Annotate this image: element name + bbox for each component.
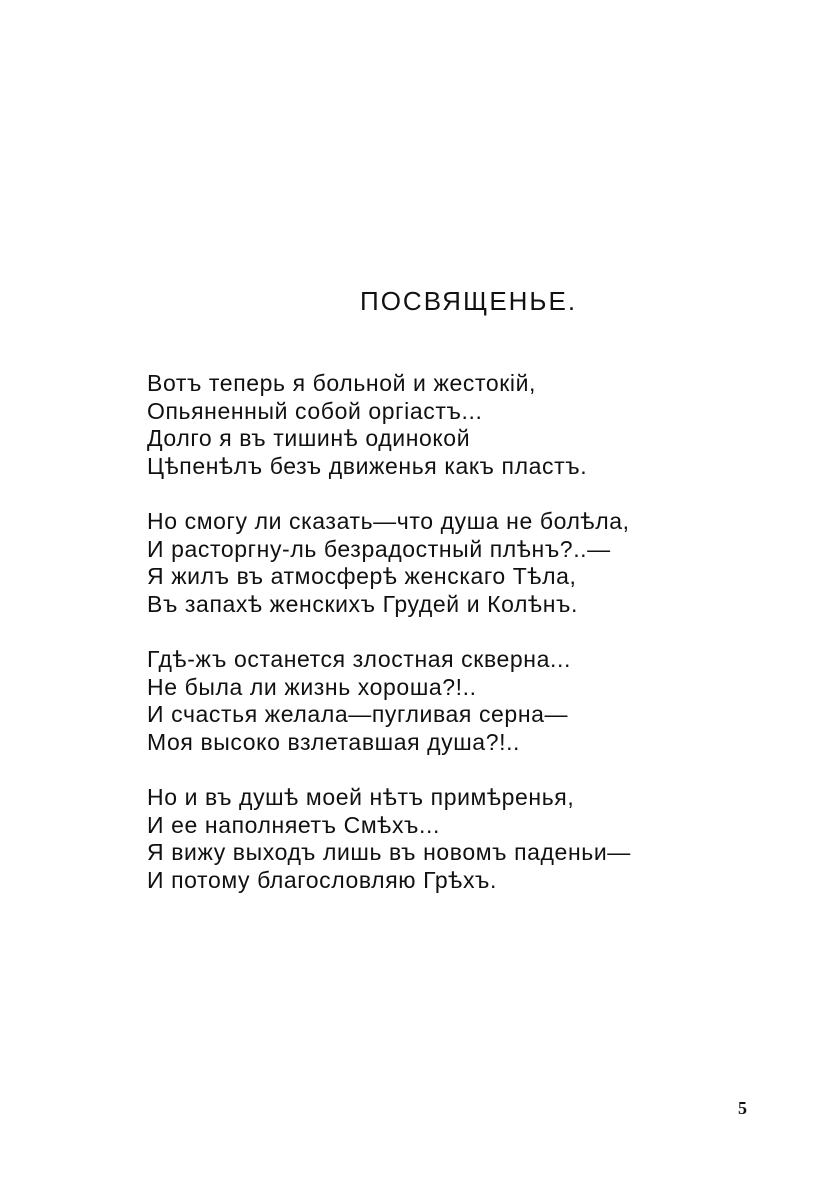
poem-line: Въ запахѣ женскихъ Грудей и Колѣнъ. — [147, 590, 579, 617]
poem-line: Вотъ теперь я больной и жестокій, — [147, 370, 537, 396]
poem-line: Цѣпенѣлъ безъ движенья какъ пластъ. — [147, 452, 588, 479]
stanza-4 — [147, 784, 747, 894]
page-number: 5 — [738, 1098, 747, 1118]
poem-line: Гдѣ-жъ останется злостная скверна... — [147, 646, 571, 672]
poem-line: И потому благословляю Грѣхъ. — [147, 866, 498, 893]
stanza-1 — [147, 370, 747, 480]
poem-line: Долго я въ тишинѣ одинокой — [147, 425, 471, 451]
poem-line: Я вижу выходъ лишь въ новомъ паденьи— — [147, 839, 631, 865]
poem-line: Опьяненный собой оргіастъ... — [147, 397, 483, 424]
stanza-2 — [147, 508, 747, 618]
poem-line: И счастья желала—пугливая серна— — [147, 701, 569, 727]
stanza-3 — [147, 646, 747, 756]
poem-line: Но и въ душѣ моей нѣтъ примѣренья, — [147, 784, 575, 810]
poem-line: Но смогу ли сказать—что душа не болѣла, — [147, 508, 630, 534]
poem-title: ПОСВЯЩЕНЬЕ. — [360, 286, 578, 316]
poem-line: И расторгну-ль безрадостный плѣнъ?..— — [147, 535, 611, 562]
poem-line: Не была ли жизнь хороша?!.. — [147, 673, 477, 700]
poem-line: Я жилъ въ атмосферѣ женскаго Тѣла, — [147, 563, 577, 589]
poem-line: Моя высоко взлетавшая душа?!.. — [147, 728, 521, 755]
poem-line: И ее наполняетъ Смѣхъ... — [147, 811, 440, 838]
poem-body — [147, 370, 747, 922]
